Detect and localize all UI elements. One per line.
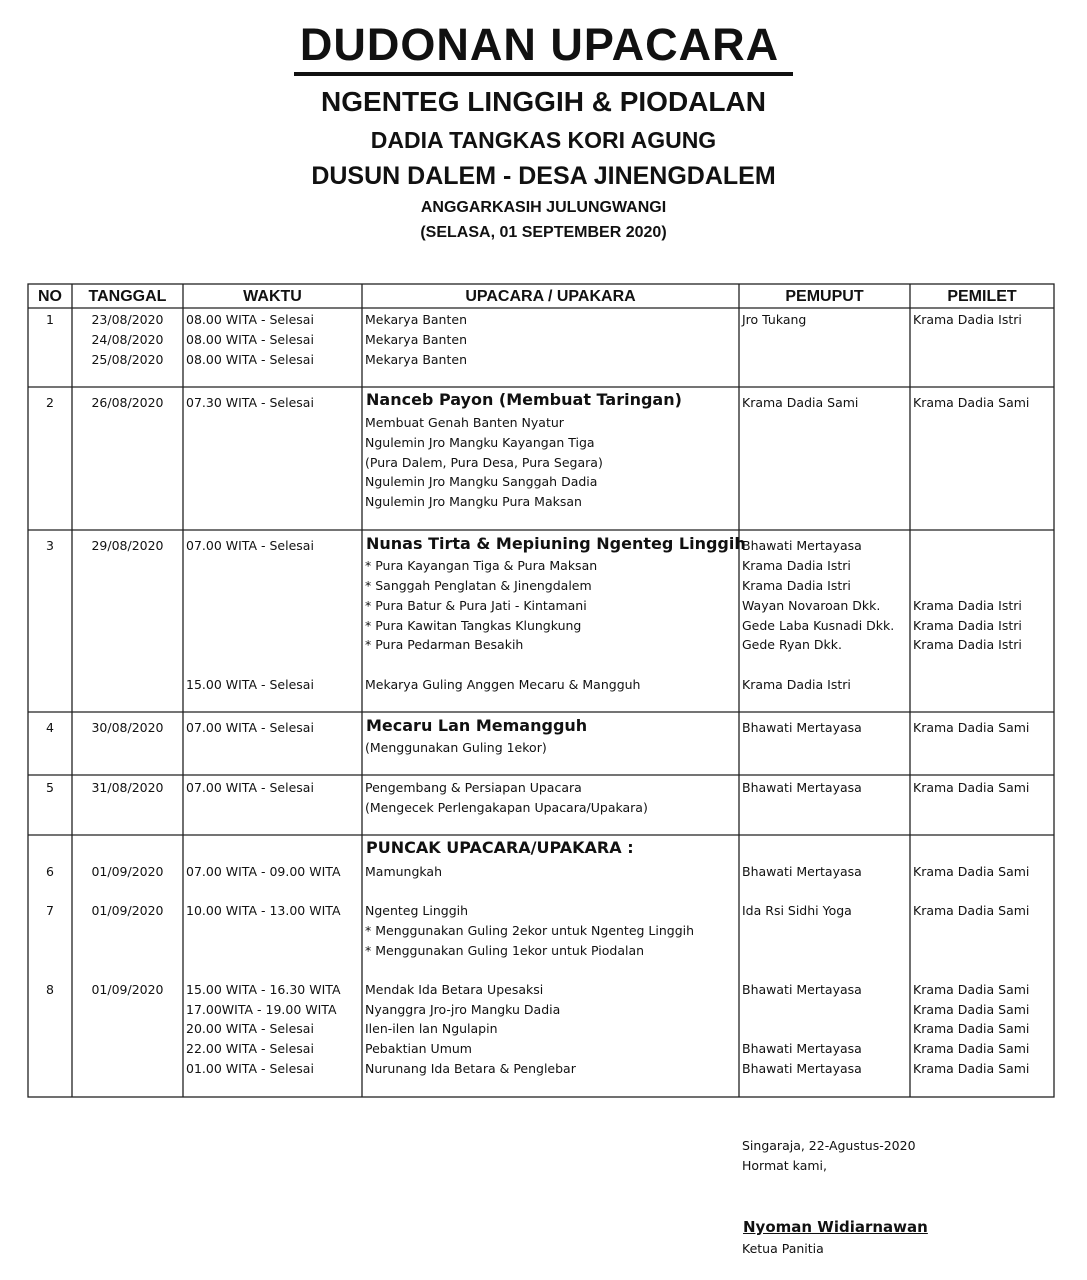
row4-upacara-1: (Menggunakan Guling 1ekor) <box>365 740 547 755</box>
row1-tanggal-1: 23/08/2020 <box>91 312 164 327</box>
row2-upacara-4: Ngulemin Jro Mangku Sanggah Dadia <box>365 474 598 489</box>
row5-pemilet: Krama Dadia Sami <box>913 780 1030 795</box>
row7-tanggal: 01/09/2020 <box>91 903 164 918</box>
row2-pemuput: Krama Dadia Sami <box>742 395 859 410</box>
row8-waktu-1: 15.00 WITA - 16.30 WITA <box>186 982 341 997</box>
row8-upacara-3: Ilen-ilen lan Ngulapin <box>365 1021 498 1036</box>
row2-tanggal: 26/08/2020 <box>91 395 164 410</box>
row5-upacara-1: Pengembang & Persiapan Upacara <box>365 780 582 795</box>
row5-no: 5 <box>46 780 54 795</box>
row3-waktu-2: 15.00 WITA - Selesai <box>186 677 314 692</box>
row4-tanggal: 30/08/2020 <box>91 720 164 735</box>
signature-greeting: Hormat kami, <box>742 1158 827 1173</box>
header-waktu: WAKTU <box>243 288 302 305</box>
row7-upacara-3: * Menggunakan Guling 1ekor untuk Piodalan <box>365 943 645 958</box>
row1-tanggal-2: 24/08/2020 <box>91 332 164 347</box>
row3-pemuput-1: Bhawati Mertayasa <box>742 538 862 553</box>
row3-upacara-3: * Pura Batur & Pura Jati - Kintamani <box>365 598 587 613</box>
row1-no: 1 <box>46 312 54 327</box>
subtitle-ceremony: NGENTEG LINGGIH & PIODALAN <box>321 86 766 117</box>
row7-waktu: 10.00 WITA - 13.00 WITA <box>186 903 341 918</box>
row8-pemilet-2: Krama Dadia Sami <box>913 1002 1030 1017</box>
row3-upacara-1: * Pura Kayangan Tiga & Pura Maksan <box>365 558 598 573</box>
row1-waktu-2: 08.00 WITA - Selesai <box>186 332 314 347</box>
row2-upacara-5: Ngulemin Jro Mangku Pura Maksan <box>365 494 582 509</box>
row2-upacara-2: Ngulemin Jro Mangku Kayangan Tiga <box>365 435 595 450</box>
row1-pemuput: Jro Tukang <box>742 312 807 327</box>
row1-upacara-2: Mekarya Banten <box>365 332 467 347</box>
row3-pemuput-3: Krama Dadia Istri <box>742 578 851 593</box>
row1-waktu-3: 08.00 WITA - Selesai <box>186 352 314 367</box>
subtitle-dadia: DADIA TANGKAS KORI AGUNG <box>370 127 717 153</box>
row3-upacara-6: Mekarya Guling Anggen Mecaru & Mangguh <box>365 677 641 692</box>
row7-pemuput: Ida Rsi Sidhi Yoga <box>742 903 852 918</box>
row5-tanggal: 31/08/2020 <box>91 780 164 795</box>
row8-waktu-2: 17.00WITA - 19.00 WITA <box>186 1002 337 1017</box>
row4-pemilet: Krama Dadia Sami <box>913 720 1030 735</box>
row7-pemilet: Krama Dadia Sami <box>913 903 1030 918</box>
header-tanggal: TANGGAL <box>88 288 167 305</box>
signature-role: Ketua Panitia <box>742 1241 824 1256</box>
row8-pemilet-1: Krama Dadia Sami <box>913 982 1030 997</box>
subtitle-location: DUSUN DALEM - DESA JINENGDALEM <box>311 162 776 190</box>
row5-waktu: 07.00 WITA - Selesai <box>186 780 314 795</box>
row8-pemilet-3: Krama Dadia Sami <box>913 1021 1030 1036</box>
row5-upacara-2: (Mengecek Perlengakapan Upacara/Upakara) <box>365 800 648 815</box>
row8-upacara-5: Nurunang Ida Betara & Penglebar <box>365 1061 576 1076</box>
row1-upacara-3: Mekarya Banten <box>365 352 467 367</box>
row7-no: 7 <box>46 903 54 918</box>
row2-upacara-title: Nanceb Payon (Membuat Taringan) <box>366 390 682 409</box>
header-upacara: UPACARA / UPAKARA <box>465 288 636 305</box>
puncak-title: PUNCAK UPACARA/UPAKARA : <box>366 838 634 857</box>
row8-upacara-4: Pebaktian Umum <box>365 1041 472 1056</box>
row2-upacara-3: (Pura Dalem, Pura Desa, Pura Segara) <box>365 455 603 470</box>
row8-pemuput-1: Bhawati Mertayasa <box>742 982 862 997</box>
signature-name: Nyoman Widiarnawan <box>743 1218 928 1236</box>
row3-waktu-1: 07.00 WITA - Selesai <box>186 538 314 553</box>
row3-pemuput-4: Wayan Novaroan Dkk. <box>742 598 881 613</box>
row1-waktu-1: 08.00 WITA - Selesai <box>186 312 314 327</box>
subtitle-day: ANGGARKASIH JULUNGWANGI <box>420 199 667 216</box>
header-pemuput: PEMUPUT <box>785 288 864 305</box>
row3-pemuput-2: Krama Dadia Istri <box>742 558 851 573</box>
row3-pemilet-3: Krama Dadia Istri <box>913 637 1022 652</box>
row3-pemuput-5: Gede Laba Kusnadi Dkk. <box>742 618 895 633</box>
row6-no: 6 <box>46 864 54 879</box>
row3-pemilet-1: Krama Dadia Istri <box>913 598 1022 613</box>
row8-waktu-5: 01.00 WITA - Selesai <box>186 1061 314 1076</box>
row5-pemuput: Bhawati Mertayasa <box>742 780 862 795</box>
row8-pemuput-3: Bhawati Mertayasa <box>742 1061 862 1076</box>
row8-waktu-3: 20.00 WITA - Selesai <box>186 1021 314 1036</box>
row3-upacara-5: * Pura Pedarman Besakih <box>365 637 524 652</box>
row4-pemuput: Bhawati Mertayasa <box>742 720 862 735</box>
row3-no: 3 <box>46 538 54 553</box>
row4-no: 4 <box>46 720 54 735</box>
row7-upacara-1: Ngenteg Linggih <box>365 903 469 918</box>
row8-upacara-1: Mendak Ida Betara Upesaksi <box>365 982 544 997</box>
row8-pemilet-4: Krama Dadia Sami <box>913 1041 1030 1056</box>
row1-pemilet: Krama Dadia Istri <box>913 312 1022 327</box>
row8-upacara-2: Nyanggra Jro-jro Mangku Dadia <box>365 1002 561 1017</box>
row8-waktu-4: 22.00 WITA - Selesai <box>186 1041 314 1056</box>
row3-upacara-2: * Sanggah Penglatan & Jinengdalem <box>365 578 592 593</box>
row6-upacara: Mamungkah <box>365 864 443 879</box>
row1-tanggal-3: 25/08/2020 <box>91 352 164 367</box>
row3-pemuput-7: Krama Dadia Istri <box>742 677 851 692</box>
row8-no: 8 <box>46 982 54 997</box>
row4-upacara-title: Mecaru Lan Memangguh <box>366 716 588 735</box>
row3-upacara-4: * Pura Kawitan Tangkas Klungkung <box>365 618 582 633</box>
row6-waktu: 07.00 WITA - 09.00 WITA <box>186 864 341 879</box>
row2-no: 2 <box>46 395 54 410</box>
row7-upacara-2: * Menggunakan Guling 2ekor untuk Ngenteg Linggih <box>365 923 695 938</box>
header-no: NO <box>38 288 62 305</box>
signature-place-date: Singaraja, 22-Agustus-2020 <box>742 1138 916 1153</box>
row3-tanggal: 29/08/2020 <box>91 538 164 553</box>
row3-pemilet-2: Krama Dadia Istri <box>913 618 1022 633</box>
row2-waktu: 07.30 WITA - Selesai <box>186 395 314 410</box>
row6-tanggal: 01/09/2020 <box>91 864 164 879</box>
row2-upacara-1: Membuat Genah Banten Nyatur <box>365 415 564 430</box>
row3-upacara-title: Nunas Tirta & Mepiuning Ngenteg Linggih <box>366 534 746 553</box>
document-title: DUDONAN UPACARA <box>0 20 1087 76</box>
row8-tanggal: 01/09/2020 <box>91 982 164 997</box>
row6-pemuput: Bhawati Mertayasa <box>742 864 862 879</box>
subtitle-date: (SELASA, 01 SEPTEMBER 2020) <box>420 224 667 241</box>
row8-pemuput-2: Bhawati Mertayasa <box>742 1041 862 1056</box>
row4-waktu: 07.00 WITA - Selesai <box>186 720 314 735</box>
row3-pemuput-6: Gede Ryan Dkk. <box>742 637 843 652</box>
row8-pemilet-5: Krama Dadia Sami <box>913 1061 1030 1076</box>
header-pemilet: PEMILET <box>947 288 1017 305</box>
row6-pemilet: Krama Dadia Sami <box>913 864 1030 879</box>
row1-upacara-1: Mekarya Banten <box>365 312 467 327</box>
row2-pemilet: Krama Dadia Sami <box>913 395 1030 410</box>
